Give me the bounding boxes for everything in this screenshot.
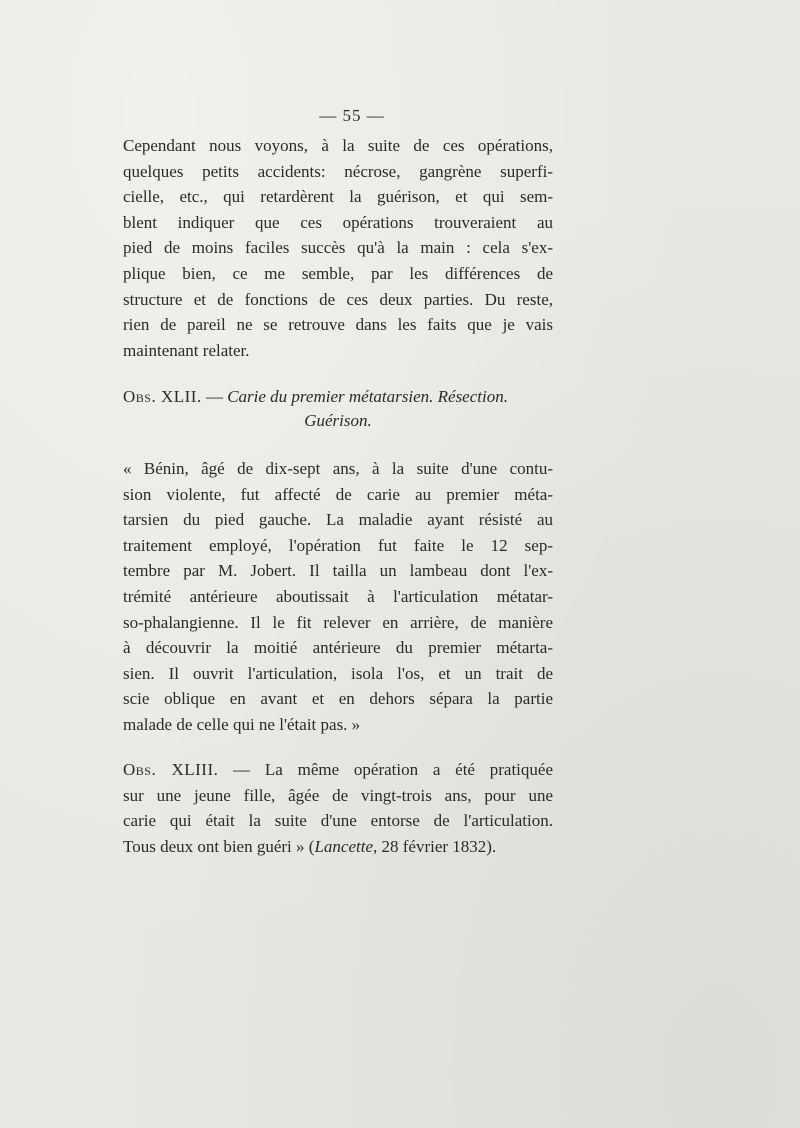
observation-text: — La même opération a été pratiquée xyxy=(218,760,553,779)
paragraph-observation-43 xyxy=(123,757,553,859)
text-line: traitement employé, l'opération fut faite le 12 sep- xyxy=(123,535,553,555)
citation-suffix: , 28 février 1832). xyxy=(373,836,497,856)
citation-prefix: Tous deux ont bien guéri » ( xyxy=(123,836,315,856)
observation-label: Obs. XLII. xyxy=(123,387,202,406)
observation-title-continued: Guérison. xyxy=(304,411,372,430)
text-line: malade de celle qui ne l'était pas. » xyxy=(123,714,361,734)
text-line: rien de pareil ne se retrouve dans les faits que je vais xyxy=(123,315,553,335)
text-line: structure et de fonctions de ces deux parties. Du reste, xyxy=(123,289,553,309)
text-line: trémité antérieure aboutissait à l'articulation métatar- xyxy=(123,586,553,606)
text-line xyxy=(123,834,553,860)
text-line: sion violente, fut affecté de carie au premier méta- xyxy=(123,484,553,504)
text-line: pied de moins faciles succès qu'à la main : cela s'ex- xyxy=(123,238,553,258)
citation-source: Lancette xyxy=(314,836,373,856)
heading-dash: — xyxy=(201,387,228,406)
text-line: sien. Il ouvrit l'articulation, isola l'os, et un trait de xyxy=(123,663,553,683)
text-line: quelques petits accidents: nécrose, gangrène superfi- xyxy=(123,161,553,181)
paragraph-intro xyxy=(123,133,553,363)
text-line: cielle, etc., qui retardèrent la guérison, et qui sem- xyxy=(123,187,553,207)
text-line: scie oblique en avant et en dehors sépara la partie xyxy=(123,689,553,709)
text-line: blent indiquer que ces opérations trouveraient au xyxy=(123,212,553,232)
text-line: so-phalangienne. Il le fit relever en arrière, de manière xyxy=(123,612,553,632)
paragraph-case-benin xyxy=(123,456,553,738)
text-line: maintenant relater. xyxy=(123,340,250,360)
text-line: tarsien du pied gauche. La maladie ayant résisté au xyxy=(123,510,553,530)
text-line: sur une jeune fille, âgée de vingt-trois ans, pour une xyxy=(123,785,553,805)
observation-heading-42 xyxy=(123,385,553,433)
text-line: plique bien, ce me semble, par les différences de xyxy=(123,263,553,283)
text-line xyxy=(123,757,553,783)
observation-title: Carie du premier métatarsien. Résection. xyxy=(227,387,508,406)
observation-label: Obs. XLIII. xyxy=(123,760,219,779)
text-line: carie qui était la suite d'une entorse de l'articulation. xyxy=(123,811,553,831)
page-number: — 55 — xyxy=(319,106,385,125)
text-line: Cependant nous voyons, à la suite de ces opérations, xyxy=(123,136,553,155)
text-line: tembre par M. Jobert. Il tailla un lambeau dont l'ex- xyxy=(123,561,553,581)
text-line: à découvrir la moitié antérieure du premier métarta- xyxy=(123,638,553,658)
observation-heading-line xyxy=(123,385,553,409)
text-line: « Bénin, âgé de dix-sept ans, à la suite d'une contu- xyxy=(123,459,553,478)
